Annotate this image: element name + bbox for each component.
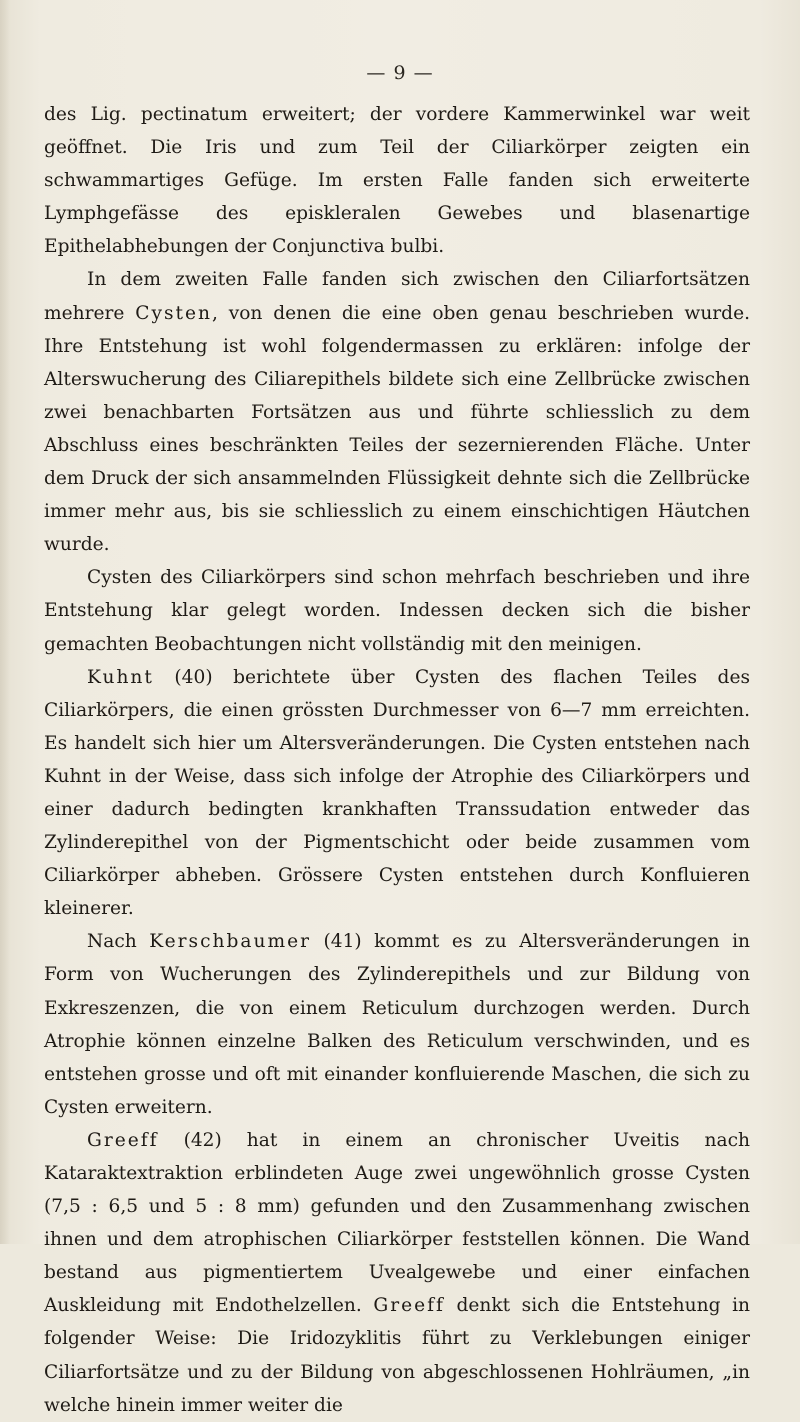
text-run: denkt sich die Entstehung in folgender Weise: Die Iridozyklitis führt zu Verklebungen einiger Ciliarfortsätze und zu der Bildung von abgeschlossenen Hohlräumen, „in welche hinein immer weiter die xyxy=(44,1295,750,1416)
body-text xyxy=(44,98,750,1422)
page-spine-shadow xyxy=(0,0,10,1244)
text-run: Cysten des Ciliarkörpers sind schon mehrfach beschrieben und ihre Entstehung klar gelegt worden. Indessen decken sich die bisher gemachten Beobachtungen nicht vollständig mit den meinigen. xyxy=(44,567,750,655)
text-run: Nach xyxy=(87,931,150,953)
author-name: Greeff xyxy=(373,1295,445,1317)
paragraph xyxy=(44,263,750,561)
text-run: (42) hat in einem an chronischer Uveitis nach Kataraktextraktion erblindeten Auge zwei ungewöhnlich grosse Cysten (7,5 : 6,5 und 5 : 8 mm) gefunden und den Zusammenhang zwischen ihnen und dem atrophischen Ciliarkörper feststellen können. Die Wand bestand aus pigmentiertem Uvealgewebe und einer einfachen Auskleidung mit Endothelzellen. xyxy=(44,1129,750,1317)
author-name: Kuhnt xyxy=(87,666,154,688)
paragraph xyxy=(44,98,750,263)
text-run: , von denen die eine oben genau beschrieben wurde. Ihre Entstehung ist wohl folgendermassen zu erklären: infolge der Alterswucherung des Ciliarepithels bildete sich eine Zellbrücke zwischen zwei benachbarten Fortsätzen aus und führte schliesslich zu dem Abschluss eines beschränkten Teiles der sezernierenden Fläche. Unter dem Druck der sich ansammelnden Flüssigkeit dehnte sich die Zellbrücke immer mehr aus, bis sie schliesslich zu einem einschichtigen Häutchen wurde. xyxy=(44,302,750,556)
paragraph xyxy=(44,561,750,660)
page-number: — 9 — xyxy=(366,62,434,84)
paragraph xyxy=(44,1124,750,1422)
spaced-term: Cysten xyxy=(135,302,212,324)
author-name: Kerschbaumer xyxy=(149,931,311,953)
text-run: (40) berichtete über Cysten des flachen Teiles des Ciliarkörpers, die einen grössten Durchmesser von 6—7 mm erreichten. Es handelt sich hier um Altersveränderungen. Die Cysten entstehen nach Kuhnt in der Weise, dass sich infolge der Atrophie des Ciliarkörpers und einer dadurch bedingten krankhaften Transsudation entweder das Zylinderepithel von der Pigmentschicht oder beide zusammen vom Ciliarkörper abheben. Grössere Cysten entstehen durch Konfluieren kleinerer. xyxy=(44,666,750,920)
author-name: Greeff xyxy=(87,1129,159,1151)
text-run: (41) kommt es zu Altersveränderungen in Form von Wucherungen des Zylinderepithels und zur Bildung von Exkreszenzen, die von einem Reticulum durchzogen werden. Durch Atrophie können einzelne Balken des Reticulum verschwinden, und es entstehen grosse und oft mit einander konfluierende Maschen, die sich zu Cysten erweitern. xyxy=(44,931,751,1118)
text-run: In dem zweiten Falle fanden sich zwischen den Ciliarfortsätzen mehrere xyxy=(44,269,750,324)
paragraph xyxy=(44,661,750,926)
paragraph xyxy=(44,925,750,1124)
text-run: des Lig. pectinatum erweitert; der vordere Kammerwinkel war weit geöffnet. Die Iris und zum Teil der Ciliarkörper zeigten ein schwammartiges Gefüge. Im ersten Falle fanden sich erweiterte Lymphgefässe des episkleralen Gewebes und blasenartige Epithelabhebungen der Conjunctiva bulbi. xyxy=(44,104,750,258)
